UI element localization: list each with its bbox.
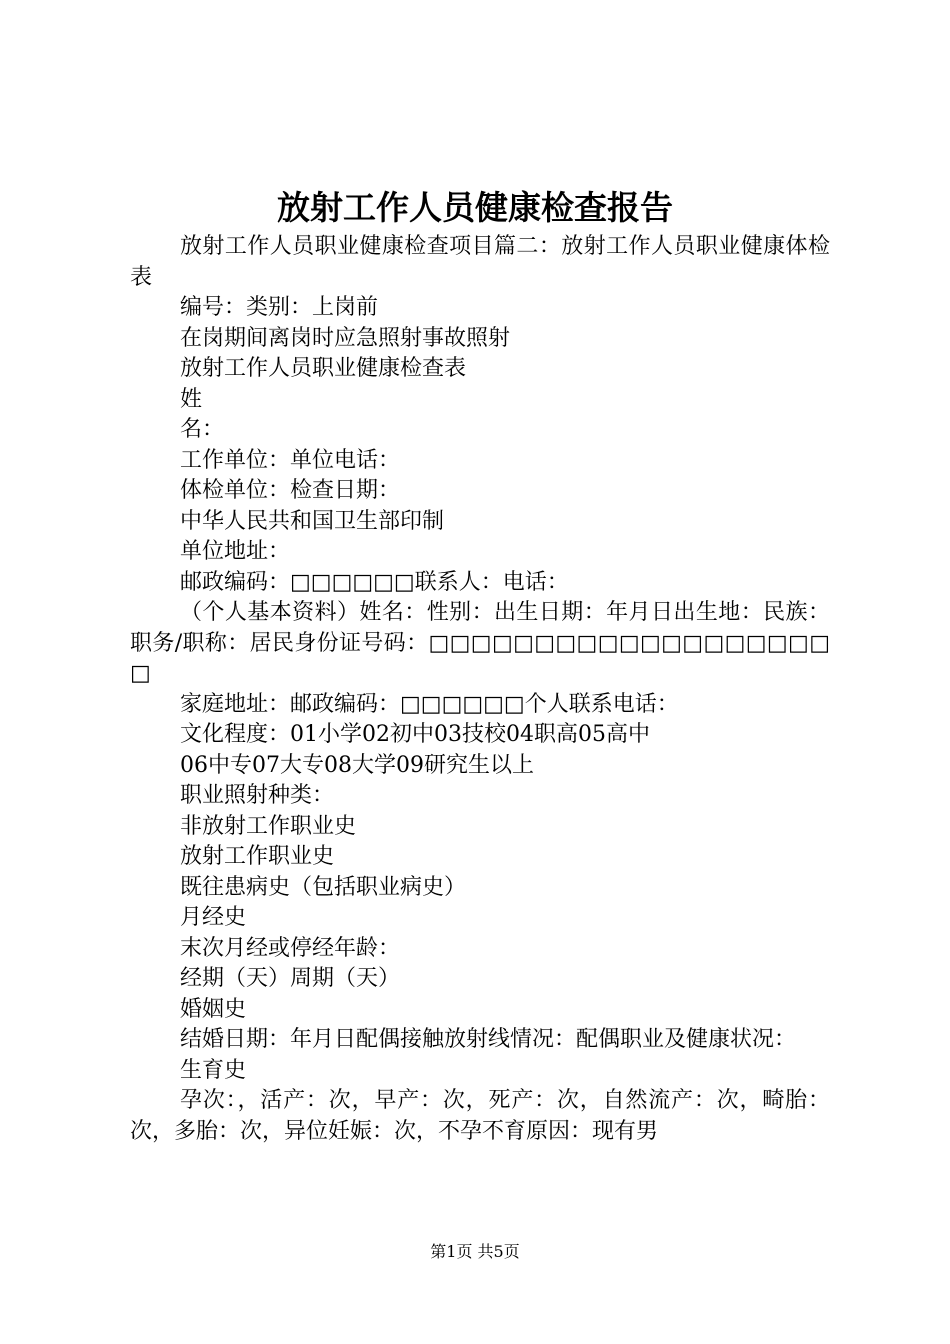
paragraph: 工作单位：单位电话：: [180, 447, 401, 473]
paragraph: 放射工作职业史: [180, 844, 335, 869]
paragraph: 名：: [180, 417, 225, 442]
paragraph: 单位地址：: [180, 539, 291, 564]
paragraph: 放射工作人员职业健康检查项目篇二：放射工作人员职业健康体检表: [130, 234, 830, 290]
paragraph: 非放射工作职业史: [180, 813, 357, 839]
paragraph: 在岗期间离岗时应急照射事故照射: [180, 325, 511, 351]
paragraph: 末次月经或停经年龄：: [180, 935, 401, 961]
paragraph: 婚姻史: [180, 996, 247, 1022]
document-title: 放射工作人员健康检查报告: [277, 188, 673, 227]
paragraph: 经期（天）周期（天）: [180, 966, 401, 991]
paragraph: 06中专07大专08大学09研究生以上: [180, 752, 534, 778]
paragraph: 家庭地址：邮政编码：□□□□□□个人联系电话：: [180, 691, 679, 717]
paragraph: 邮政编码：□□□□□□联系人：电话：: [180, 569, 569, 595]
paragraph: 生育史: [180, 1057, 247, 1083]
paragraph: 姓: [180, 386, 203, 412]
page-footer: 第1页 共5页: [430, 1242, 520, 1261]
paragraph: 既往患病史（包括职业病史）: [180, 874, 467, 900]
paragraph: 体检单位：检查日期：: [180, 478, 401, 503]
paragraph: 文化程度：01小学02初中03技校04职高05高中: [180, 722, 650, 747]
paragraph: 放射工作人员职业健康检查表: [180, 356, 467, 381]
paragraph: （个人基本资料）姓名：性别：出生日期：年月日出生地：民族：职务/职称：居民身份证号码：□□□□□□□□□□□□□□□□□□□□: [130, 600, 830, 686]
paragraph: 职业照射种类：: [180, 783, 335, 808]
paragraph: 结婚日期：年月日配偶接触放射线情况：配偶职业及健康状况：: [180, 1027, 797, 1052]
paragraph: 编号：类别：上岗前: [180, 295, 379, 320]
paragraph: 月经史: [180, 905, 247, 930]
paragraph: 中华人民共和国卫生部印制: [180, 508, 445, 534]
document-body: [130, 232, 830, 1147]
paragraph: 孕次：，活产：次，早产：次，死产：次，自然流产：次，畸胎：次，多胎：次，异位妊娠：次，不孕不育原因：现有男: [130, 1088, 830, 1144]
